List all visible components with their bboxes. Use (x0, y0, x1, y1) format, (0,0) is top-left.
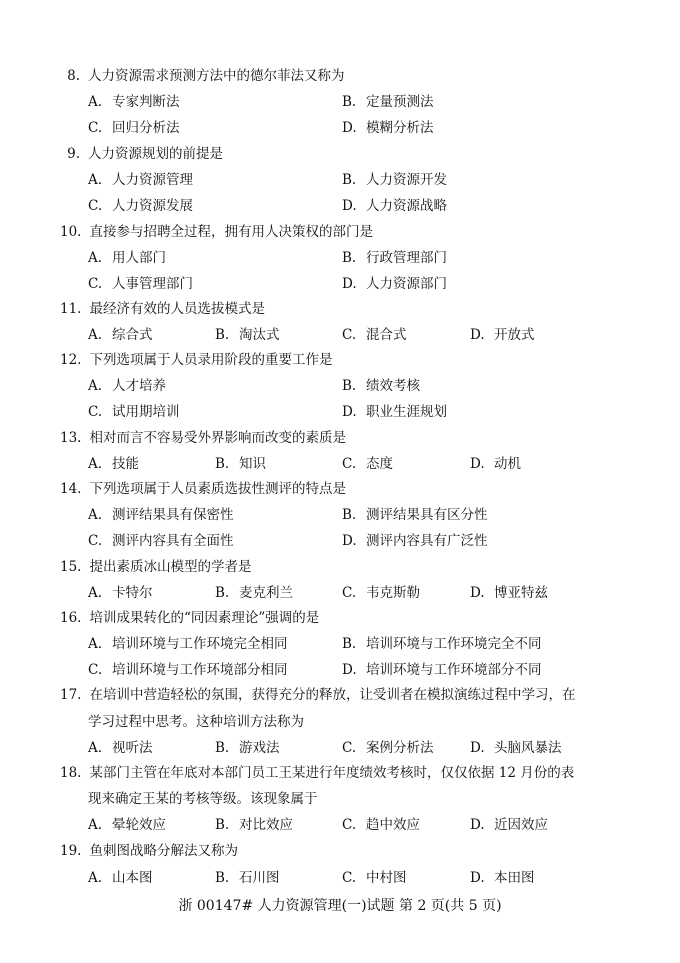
option-c: C. 测评内容具有全面性 (88, 533, 234, 549)
question-text: 下列选项属于人员录用阶段的重要工作是 (89, 352, 333, 368)
option-d: D. 动机 (470, 456, 521, 472)
option-c: C. 人事管理部门 (88, 276, 193, 292)
question-stem (60, 839, 620, 859)
question-text: 人力资源需求预测方法中的德尔菲法又称为 (88, 68, 345, 84)
question-stem (60, 761, 620, 781)
question-number: 19. (60, 843, 82, 859)
question-text-continued: 学习过程中思考。这种培训方法称为 (88, 714, 304, 730)
question-number: 16. (60, 610, 82, 626)
option-c: C. 人力资源发展 (88, 198, 193, 214)
question-text: 某部门主管在年底对本部门员工王某进行年度绩效考核时，仅仅依据 12 月份的表 (89, 765, 575, 781)
option-d: D. 头脑风暴法 (470, 740, 562, 756)
question-text: 最经济有效的人员选拔模式是 (89, 301, 265, 317)
option-a: A. 山本图 (88, 870, 153, 886)
question-stem (60, 555, 620, 575)
question-stem (60, 64, 620, 84)
option-c: C. 趋中效应 (342, 817, 420, 833)
option-d: D. 本田图 (470, 870, 535, 886)
question-stem (60, 606, 620, 626)
option-c: C. 中村图 (342, 870, 407, 886)
option-a: A. 用人部门 (88, 250, 166, 266)
option-a: A. 视听法 (88, 740, 153, 756)
question-stem (60, 142, 620, 162)
question-number: 8. (67, 68, 80, 84)
option-b: B. 人力资源开发 (342, 172, 447, 188)
question-text: 鱼刺图战略分解法又称为 (89, 843, 238, 859)
option-a: A. 人力资源管理 (88, 172, 193, 188)
question-number: 13. (60, 430, 82, 446)
question-number: 18. (60, 765, 82, 781)
question-text: 直接参与招聘全过程，拥有用人决策权的部门是 (89, 224, 373, 240)
option-d: D. 职业生涯规划 (342, 404, 447, 420)
option-c: C. 案例分析法 (342, 740, 434, 756)
question-number: 10. (60, 224, 82, 240)
question-number: 12. (60, 352, 82, 368)
option-a: A. 技能 (88, 456, 139, 472)
question-stem (60, 683, 620, 703)
option-b: B. 行政管理部门 (342, 250, 447, 266)
option-d: D. 开放式 (470, 327, 535, 343)
option-b: B. 定量预测法 (342, 94, 434, 110)
option-d: D. 人力资源战略 (342, 198, 447, 214)
option-b: B. 游戏法 (215, 740, 280, 756)
question-text: 在培训中营造轻松的氛围，获得充分的释放，让受训者在模拟演练过程中学习，在 (89, 687, 576, 703)
option-c: C. 试用期培训 (88, 404, 180, 420)
option-b: B. 培训环境与工作环境完全不同 (342, 636, 542, 652)
option-b: B. 测评结果具有区分性 (342, 507, 488, 523)
option-c: C. 混合式 (342, 327, 407, 343)
option-a: A. 卡特尔 (88, 585, 153, 601)
option-d: D. 培训环境与工作环境部分不同 (342, 662, 542, 678)
option-d: D. 模糊分析法 (342, 120, 434, 136)
question-number: 17. (60, 687, 82, 703)
option-d: D. 人力资源部门 (342, 276, 447, 292)
question-number: 14. (60, 481, 82, 497)
option-b: B. 淘汰式 (215, 327, 280, 343)
option-c: C. 培训环境与工作环境部分相同 (88, 662, 288, 678)
question-number: 11. (60, 301, 82, 317)
question-stem (60, 220, 620, 240)
question-text: 相对而言不容易受外界影响而改变的素质是 (89, 430, 346, 446)
page-footer: 浙 00147# 人力资源管理(一)试题 第 2 页(共 5 页) (178, 898, 502, 914)
question-text: 人力资源规划的前提是 (88, 146, 223, 162)
question-stem (60, 297, 620, 317)
option-b: B. 对比效应 (215, 817, 293, 833)
option-b: B. 绩效考核 (342, 378, 420, 394)
option-b: B. 麦克利兰 (215, 585, 293, 601)
option-a: A. 专家判断法 (88, 94, 180, 110)
option-c: C. 态度 (342, 456, 393, 472)
question-text: 提出素质冰山模型的学者是 (89, 559, 252, 575)
option-b: B. 石川图 (215, 870, 280, 886)
question-number: 15. (60, 559, 82, 575)
question-text: 下列选项属于人员素质选拔性测评的特点是 (89, 481, 346, 497)
option-a: A. 培训环境与工作环境完全相同 (88, 636, 288, 652)
question-text: 培训成果转化的“同因素理论”强调的是 (89, 610, 320, 626)
question-stem (60, 426, 620, 446)
option-d: D. 近因效应 (470, 817, 548, 833)
option-a: A. 晕轮效应 (88, 817, 166, 833)
option-d: D. 测评内容具有广泛性 (342, 533, 488, 549)
question-text-continued: 现来确定王某的考核等级。该现象属于 (88, 791, 318, 807)
option-c: C. 韦克斯勒 (342, 585, 420, 601)
option-c: C. 回归分析法 (88, 120, 180, 136)
option-b: B. 知识 (215, 456, 266, 472)
option-a: A. 综合式 (88, 327, 153, 343)
question-stem (60, 348, 620, 368)
option-d: D. 博亚特兹 (470, 585, 548, 601)
question-stem (60, 477, 620, 497)
question-number: 9. (67, 146, 80, 162)
option-a: A. 人才培养 (88, 378, 166, 394)
option-a: A. 测评结果具有保密性 (88, 507, 234, 523)
